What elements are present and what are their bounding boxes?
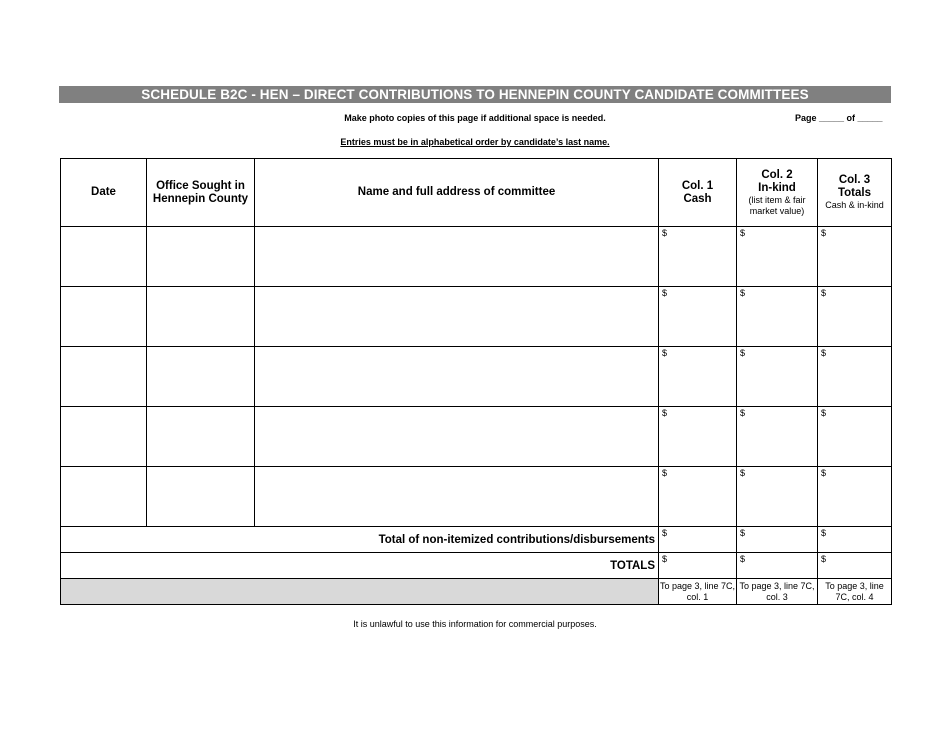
date-cell[interactable]	[61, 467, 147, 527]
cash-cell[interactable]: $	[659, 347, 737, 407]
contributions-table	[60, 158, 892, 605]
name-address-cell[interactable]	[255, 347, 659, 407]
totals-cell[interactable]: $	[818, 347, 892, 407]
date-cell[interactable]	[61, 227, 147, 287]
cash-cell[interactable]: $	[659, 227, 737, 287]
table-row	[61, 227, 892, 287]
inkind-cell[interactable]: $	[737, 227, 818, 287]
name-address-cell[interactable]	[255, 287, 659, 347]
carry-over-row	[61, 579, 892, 605]
office-cell[interactable]	[147, 407, 255, 467]
header-col3	[818, 159, 892, 227]
totals-cash-cell[interactable]: $	[659, 553, 737, 579]
carry-over-col2: To page 3, line 7C, col. 3	[737, 579, 818, 605]
inkind-cell[interactable]: $	[737, 467, 818, 527]
col1-title: Col. 1	[681, 179, 714, 192]
non-itemized-label: Total of non-itemized contributions/disbursements	[61, 527, 659, 553]
photo-copy-note-text: Make photo copies of this page if additional space is needed.	[344, 113, 606, 123]
name-address-cell[interactable]	[255, 467, 659, 527]
cash-cell[interactable]: $	[659, 467, 737, 527]
office-cell[interactable]	[147, 347, 255, 407]
non-itemized-totals-cell[interactable]: $	[818, 527, 892, 553]
col2-note: (list item & fair market value)	[748, 194, 806, 216]
totals-cell[interactable]: $	[818, 227, 892, 287]
date-cell[interactable]	[61, 407, 147, 467]
header-col2	[737, 159, 818, 227]
table-row	[61, 407, 892, 467]
totals-inkind-cell[interactable]: $	[737, 553, 818, 579]
col3-note: Cash & in-kind	[825, 200, 884, 210]
col1-sub: Cash	[683, 192, 712, 205]
inkind-cell[interactable]: $	[737, 347, 818, 407]
non-itemized-cash-cell[interactable]: $	[659, 527, 737, 553]
totals-totals-cell[interactable]: $	[818, 553, 892, 579]
schedule-title: SCHEDULE B2C - HEN – DIRECT CONTRIBUTIONS TO HENNEPIN COUNTY CANDIDATE COMMITTEES	[59, 86, 891, 103]
totals-cell[interactable]: $	[818, 467, 892, 527]
carry-over-col3: To page 3, line 7C, col. 4	[818, 579, 892, 605]
date-cell[interactable]	[61, 347, 147, 407]
cash-cell[interactable]: $	[659, 407, 737, 467]
table-header-row	[61, 159, 892, 227]
totals-cell[interactable]: $	[818, 407, 892, 467]
commercial-use-notice: It is unlawful to use this information for commercial purposes.	[353, 619, 597, 629]
table-row	[61, 287, 892, 347]
office-cell[interactable]	[147, 467, 255, 527]
table-row	[61, 467, 892, 527]
totals-row	[61, 553, 892, 579]
alphabetical-order-note: Entries must be in alphabetical order by candidate’s last name.	[340, 137, 610, 147]
name-address-cell[interactable]	[255, 407, 659, 467]
shaded-cell	[61, 579, 659, 605]
inkind-cell[interactable]: $	[737, 287, 818, 347]
date-cell[interactable]	[61, 287, 147, 347]
carry-over-col1: To page 3, line 7C, col. 1	[659, 579, 737, 605]
cash-cell[interactable]: $	[659, 287, 737, 347]
header-office: Office Sought in Hennepin County	[147, 159, 255, 227]
non-itemized-inkind-cell[interactable]: $	[737, 527, 818, 553]
office-cell[interactable]	[147, 227, 255, 287]
inkind-cell[interactable]: $	[737, 407, 818, 467]
totals-cell[interactable]: $	[818, 287, 892, 347]
header-col1	[659, 159, 737, 227]
col2-sub: In-kind	[758, 181, 796, 194]
table-row	[61, 347, 892, 407]
header-date: Date	[61, 159, 147, 227]
col3-sub: Totals	[837, 187, 871, 199]
non-itemized-row	[61, 527, 892, 553]
totals-label: TOTALS	[61, 553, 659, 579]
col2-title: Col. 2	[761, 168, 793, 181]
col3-title: Col. 3	[838, 174, 871, 186]
header-name-address: Name and full address of committee	[255, 159, 659, 227]
page-of-field[interactable]: Page _____ of _____	[795, 113, 883, 123]
office-cell[interactable]	[147, 287, 255, 347]
name-address-cell[interactable]	[255, 227, 659, 287]
